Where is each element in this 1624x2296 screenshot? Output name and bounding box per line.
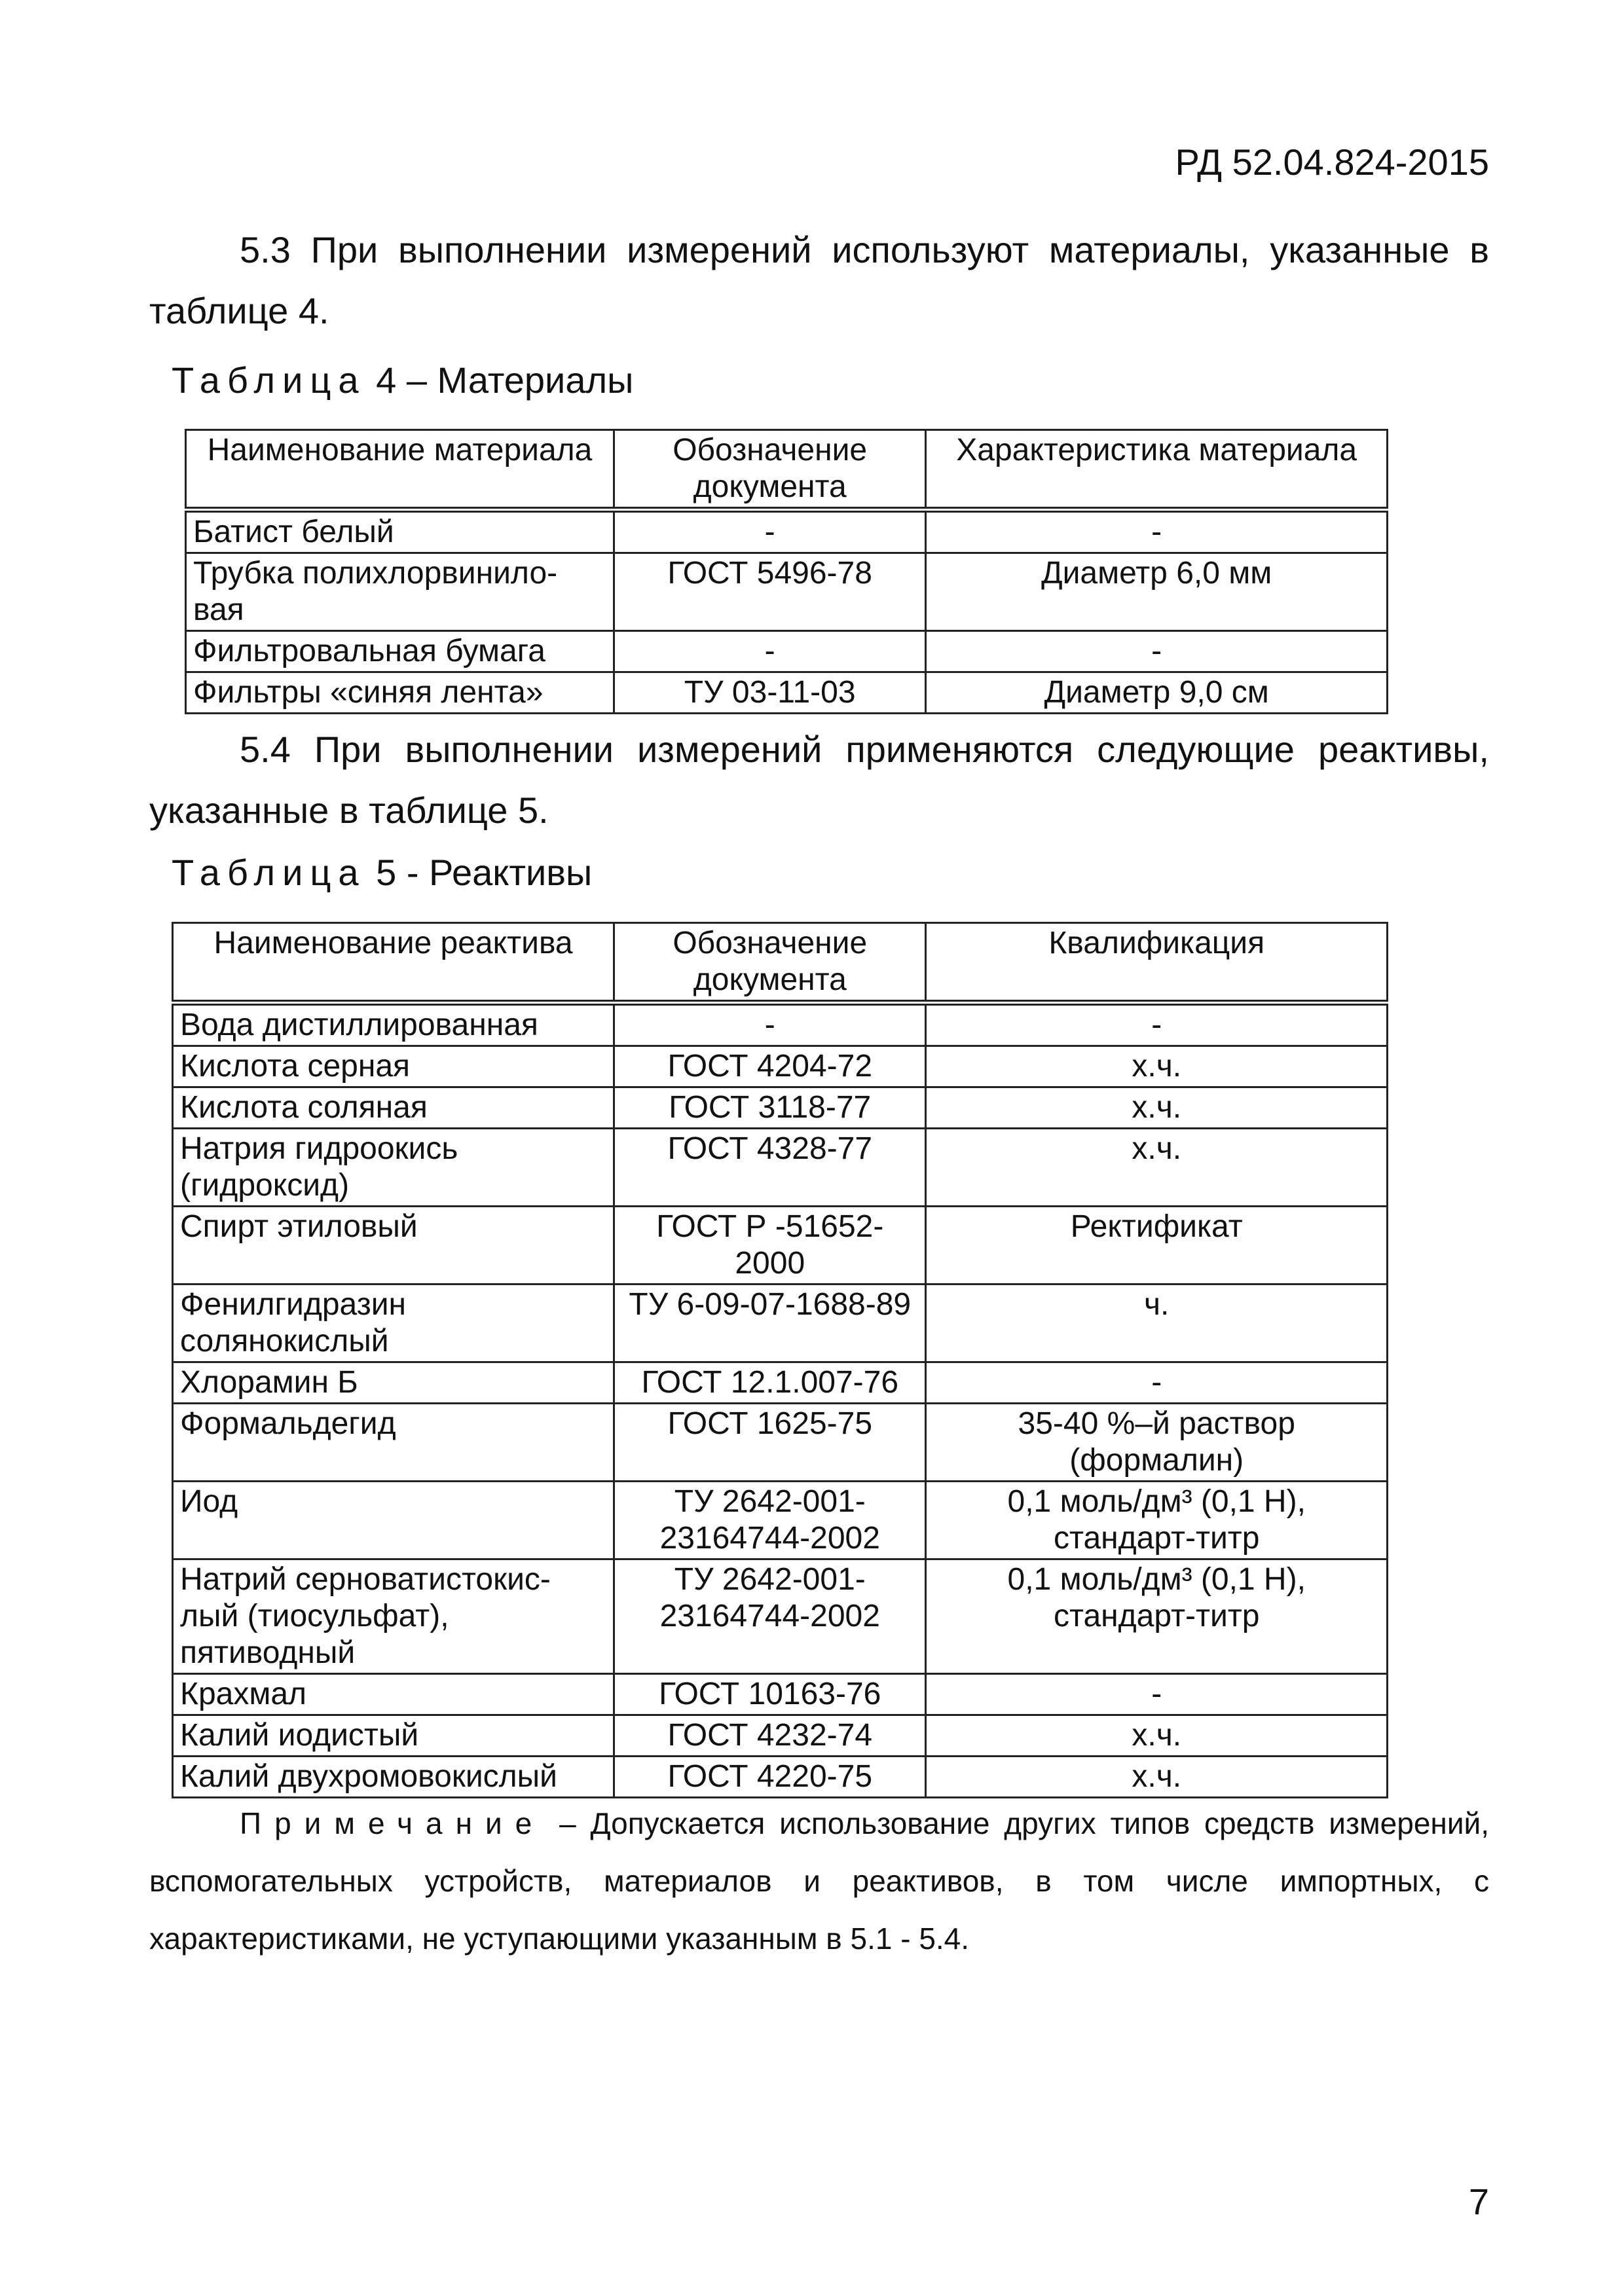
reagent-qualification: - [926,1362,1388,1404]
table-row [173,1046,1388,1087]
materials-table [185,429,1388,714]
reagents-table [172,922,1388,1798]
reagent-name: Спирт этиловый [173,1207,614,1285]
document-designation: ГОСТ 4220-75 [614,1757,926,1798]
reagent-qualification: - [926,1674,1388,1715]
reagent-qualification: х.ч. [926,1129,1388,1207]
table-row [186,631,1388,672]
document-designation: ГОСТ 4232-74 [614,1715,926,1757]
reagent-qualification: х.ч. [926,1087,1388,1129]
reagent-qualification: 35-40 %–й раствор (формалин) [926,1404,1388,1482]
reagent-name: Иод [173,1482,614,1559]
table-row [186,553,1388,631]
document-designation: ГОСТ 4328-77 [614,1129,926,1207]
paragraph-5-4: 5.4 При выполнении измерений применяются следующие реактивы, указанные в таблице 5. [149,729,1489,831]
reagent-qualification: Ректификат [926,1207,1388,1285]
material-name: Фильтровальная бумага [186,631,614,672]
table-row [173,1404,1388,1482]
note-label: Примечание [240,1806,545,1840]
table-header-row [173,923,1388,1003]
table-row [173,1715,1388,1757]
reagent-name: Кислота серная [173,1046,614,1087]
document-designation: ГОСТ 4204-72 [614,1046,926,1087]
reagent-qualification: ч. [926,1285,1388,1362]
reagent-name: Хлорамин Б [173,1362,614,1404]
reagent-name: Калий иодистый [173,1715,614,1757]
material-characteristic: Диаметр 6,0 мм [926,553,1388,631]
table-row [173,1674,1388,1715]
reagent-qualification: х.ч. [926,1715,1388,1757]
table4-caption [172,359,633,401]
reagent-name: Вода дистиллированная [173,1003,614,1046]
table5-caption [172,851,592,894]
note [149,1795,1489,1967]
table-row [173,1362,1388,1404]
reagent-name: Калий двухромовокислый [173,1757,614,1798]
table4-caption-word: Таблица [172,359,366,401]
reagent-name: Натрий серноватистокис-лый (тиосульфат), пятиводный [173,1559,614,1674]
reagent-name: Формальдегид [173,1404,614,1482]
document-designation: ГОСТ 3118-77 [614,1087,926,1129]
table-row [173,1559,1388,1674]
document-designation: - [614,631,925,672]
page-number: 7 [1468,2181,1489,2222]
table-row [173,1482,1388,1559]
paragraph-5-3: 5.3 При выполнении измерений используют материалы, указанные в таблице 4. [149,229,1489,331]
material-name: Батист белый [186,510,614,553]
reagent-qualification: 0,1 моль/дм³ (0,1 Н), стандарт-титр [926,1482,1388,1559]
document-designation: ТУ 03-11-03 [614,672,925,714]
reagent-name: Кислота соляная [173,1087,614,1129]
document-designation: ГОСТ 12.1.007-76 [614,1362,926,1404]
table-row [173,1087,1388,1129]
material-characteristic: - [926,510,1388,553]
table-row [173,1757,1388,1798]
table-row [173,1207,1388,1285]
table-row [186,510,1388,553]
reagent-qualification: х.ч. [926,1046,1388,1087]
document-designation: - [614,510,925,553]
document-designation: ТУ 2642-001-23164744-2002 [614,1482,926,1559]
header-cell: Квалификация [926,923,1388,1003]
table5-caption-word: Таблица [172,852,366,893]
reagent-name: Крахмал [173,1674,614,1715]
table-row [186,672,1388,714]
header-cell: Наименование реактива [173,923,614,1003]
table4-caption-title: 4 – Материалы [376,359,634,401]
note-text: – Допускается использование других типов средств измерений, вспомогательных устройств, материалов и реактивов, в том числе импортных, с характеристиками, не уступающими указанным в 5.1 - 5.4. [149,1806,1489,1956]
document-designation: ГОСТ Р -51652-2000 [614,1207,926,1285]
header-cell: Обозначение документа [614,923,926,1003]
document-designation: ГОСТ 10163-76 [614,1674,926,1715]
document-designation: - [614,1003,926,1046]
material-name: Трубка полихлорвинило-вая [186,553,614,631]
document-designation: ТУ 6-09-07-1688-89 [614,1285,926,1362]
document-designation: ТУ 2642-001-23164744-2002 [614,1559,926,1674]
material-characteristic: Диаметр 9,0 см [926,672,1388,714]
table-row [173,1003,1388,1046]
header-cell: Характеристика материала [926,430,1388,510]
table-header-row [186,430,1388,510]
document-designation: ГОСТ 5496-78 [614,553,925,631]
material-characteristic: - [926,631,1388,672]
reagent-qualification: х.ч. [926,1757,1388,1798]
table-row [173,1285,1388,1362]
table5-caption-title: 5 - Реактивы [376,852,593,893]
header-cell: Наименование материала [186,430,614,510]
material-name: Фильтры «синяя лента» [186,672,614,714]
reagent-qualification: 0,1 моль/дм³ (0,1 Н), стандарт-титр [926,1559,1388,1674]
table-row [173,1129,1388,1207]
document-designation: ГОСТ 1625-75 [614,1404,926,1482]
reagent-name: Натрия гидроокись (гидроксид) [173,1129,614,1207]
reagent-qualification: - [926,1003,1388,1046]
header-cell: Обозначение документа [614,430,925,510]
document-code: РД 52.04.824-2015 [1175,141,1489,183]
reagent-name: Фенилгидразин солянокислый [173,1285,614,1362]
